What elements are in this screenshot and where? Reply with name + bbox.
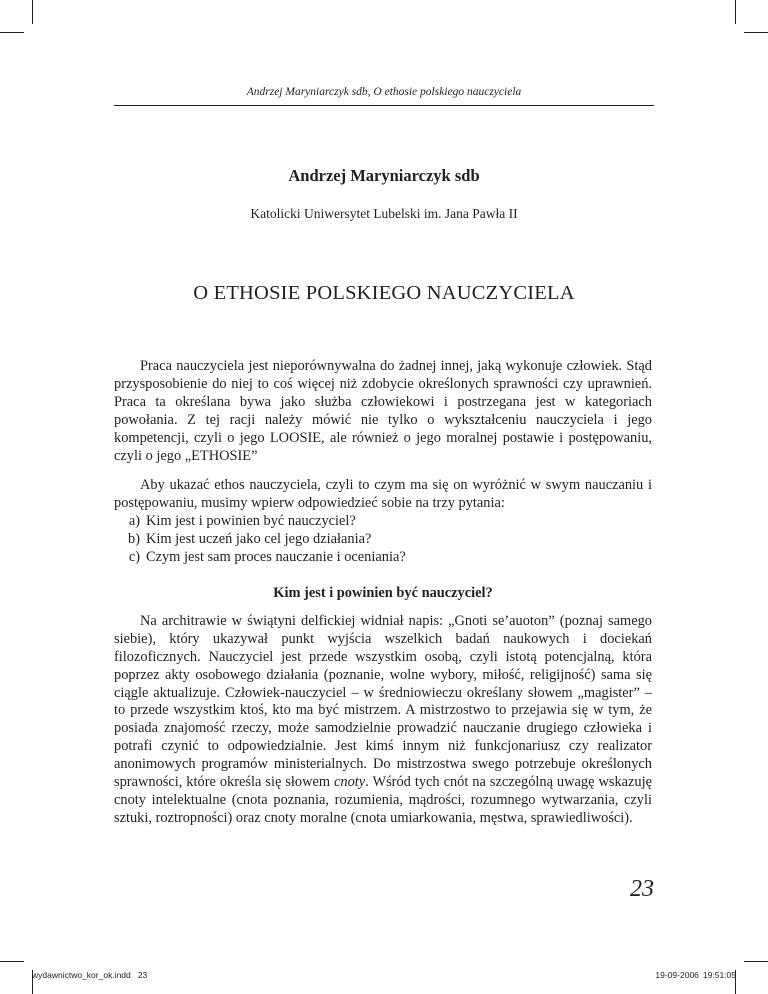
list-item xyxy=(114,549,652,567)
crop-mark-bottom-left-h xyxy=(0,961,24,962)
paragraph-teacher-part-2: . Wśród tych cnót na szczególną uwagę wskazuję cnoty intelektualne (cnota poznania, rozumienia, mądrości, rozumnego wytwarzania, czyli sztuki, roztropności) oraz cnoty moralne (cnota umiarkowania, męstwa, sprawiedliwości). xyxy=(114,774,652,826)
paragraph-intro: Praca nauczyciela jest nieporównywalna do żadnej innej, jaką wykonuje człowiek. Stąd przysposobienie do niej to coś więcej niż zdobycie określonych sprawności czy uprawnień. Praca ta określana bywa jako służba człowiekowi i postrzegana jest w kategoriach powołania. Z tej racji należy mówić nie tylko o wykształceniu nauczyciela i jego kompetencji, czyli o jego LOOSIE, ale również o jego moralnej postawie i postępowaniu, czyli o jego „ETHOSIE” xyxy=(114,358,652,464)
list-item-text: Kim jest uczeń jako cel jego działania? xyxy=(146,531,372,548)
list-item-text: Kim jest i powinien być nauczyciel? xyxy=(146,513,356,530)
header-rule xyxy=(114,105,654,106)
paragraph-teacher-italic-term: cnoty xyxy=(334,774,366,791)
crop-mark-top-left xyxy=(32,0,33,24)
crop-mark-top-left-h xyxy=(0,32,24,33)
page-number: 23 xyxy=(630,876,654,902)
list-item-label: a) xyxy=(128,513,140,530)
article-author: Andrzej Maryniarczyk sdb xyxy=(288,166,480,185)
print-slug-file: wydawnictwo_kor_ok.indd 23 xyxy=(32,970,148,980)
section-heading: Kim jest i powinien być nauczyciel? xyxy=(273,584,493,601)
article-body xyxy=(114,358,652,828)
crop-mark-bottom-right-h xyxy=(744,961,768,962)
list-item-label: b) xyxy=(128,531,140,548)
article-title: O ETHOSIE POLSKIEGO NAUCZYCIELA xyxy=(193,282,575,304)
question-list xyxy=(114,513,652,567)
list-item-text: Czym jest sam proces nauczanie i oceniania? xyxy=(146,549,406,566)
running-head: Andrzej Maryniarczyk sdb, O ethosie polskiego nauczyciela xyxy=(246,86,522,98)
crop-mark-top-right-h xyxy=(744,32,768,33)
list-item xyxy=(114,531,652,549)
crop-mark-top-right xyxy=(735,0,736,24)
article-affiliation: Katolicki Uniwersytet Lubelski im. Jana Pawła II xyxy=(250,206,518,221)
paragraph-teacher xyxy=(114,613,652,828)
paragraph-teacher-part-1: Na architrawie w świątyni delfickiej widniał napis: „Gnoti se’auoton” (poznaj samego siebie), który ukazywał punkt wyjścia wszelkich badań naukowych i dociekań filozoficznych. Nauczyciel jest przede wszystkim osobą, czyli istotą potencjalną, która poprzez akty osobowego działania (poznanie, wolne wybory, miłość, religijność) sama się ciągle aktualizuje. Człowiek-nauczyciel – w średniowieczu określany słowem „magister” – to przede wszystkim ktoś, kto ma być mistrzem. A mistrzostwo to przejawia się w tym, że posiada znajomość rzeczy, może samodzielnie prowadzić nauczanie drugiego człowieka i potrafi czynić to odpowiedzialnie. Jest kimś innym niż funkcjonariusz czy realizator anonimowych programów ministerialnych. Do mistrzostwa swego potrzebuje określonych sprawności, które określa się słowem xyxy=(114,612,652,791)
list-item xyxy=(114,513,652,531)
print-slug-date: 19-09-2006 xyxy=(655,970,699,980)
paragraph-questions-intro: Aby ukazać ethos nauczyciela, czyli to czym ma się on wyróżnić w swym nauczaniu i postępowaniu, musimy wpierw odpowiedzieć sobie na trzy pytania: xyxy=(114,477,652,512)
print-slug-time: 19:51:05 xyxy=(702,970,736,980)
print-slug-timestamp xyxy=(655,970,736,980)
list-item-label: c) xyxy=(128,549,140,566)
